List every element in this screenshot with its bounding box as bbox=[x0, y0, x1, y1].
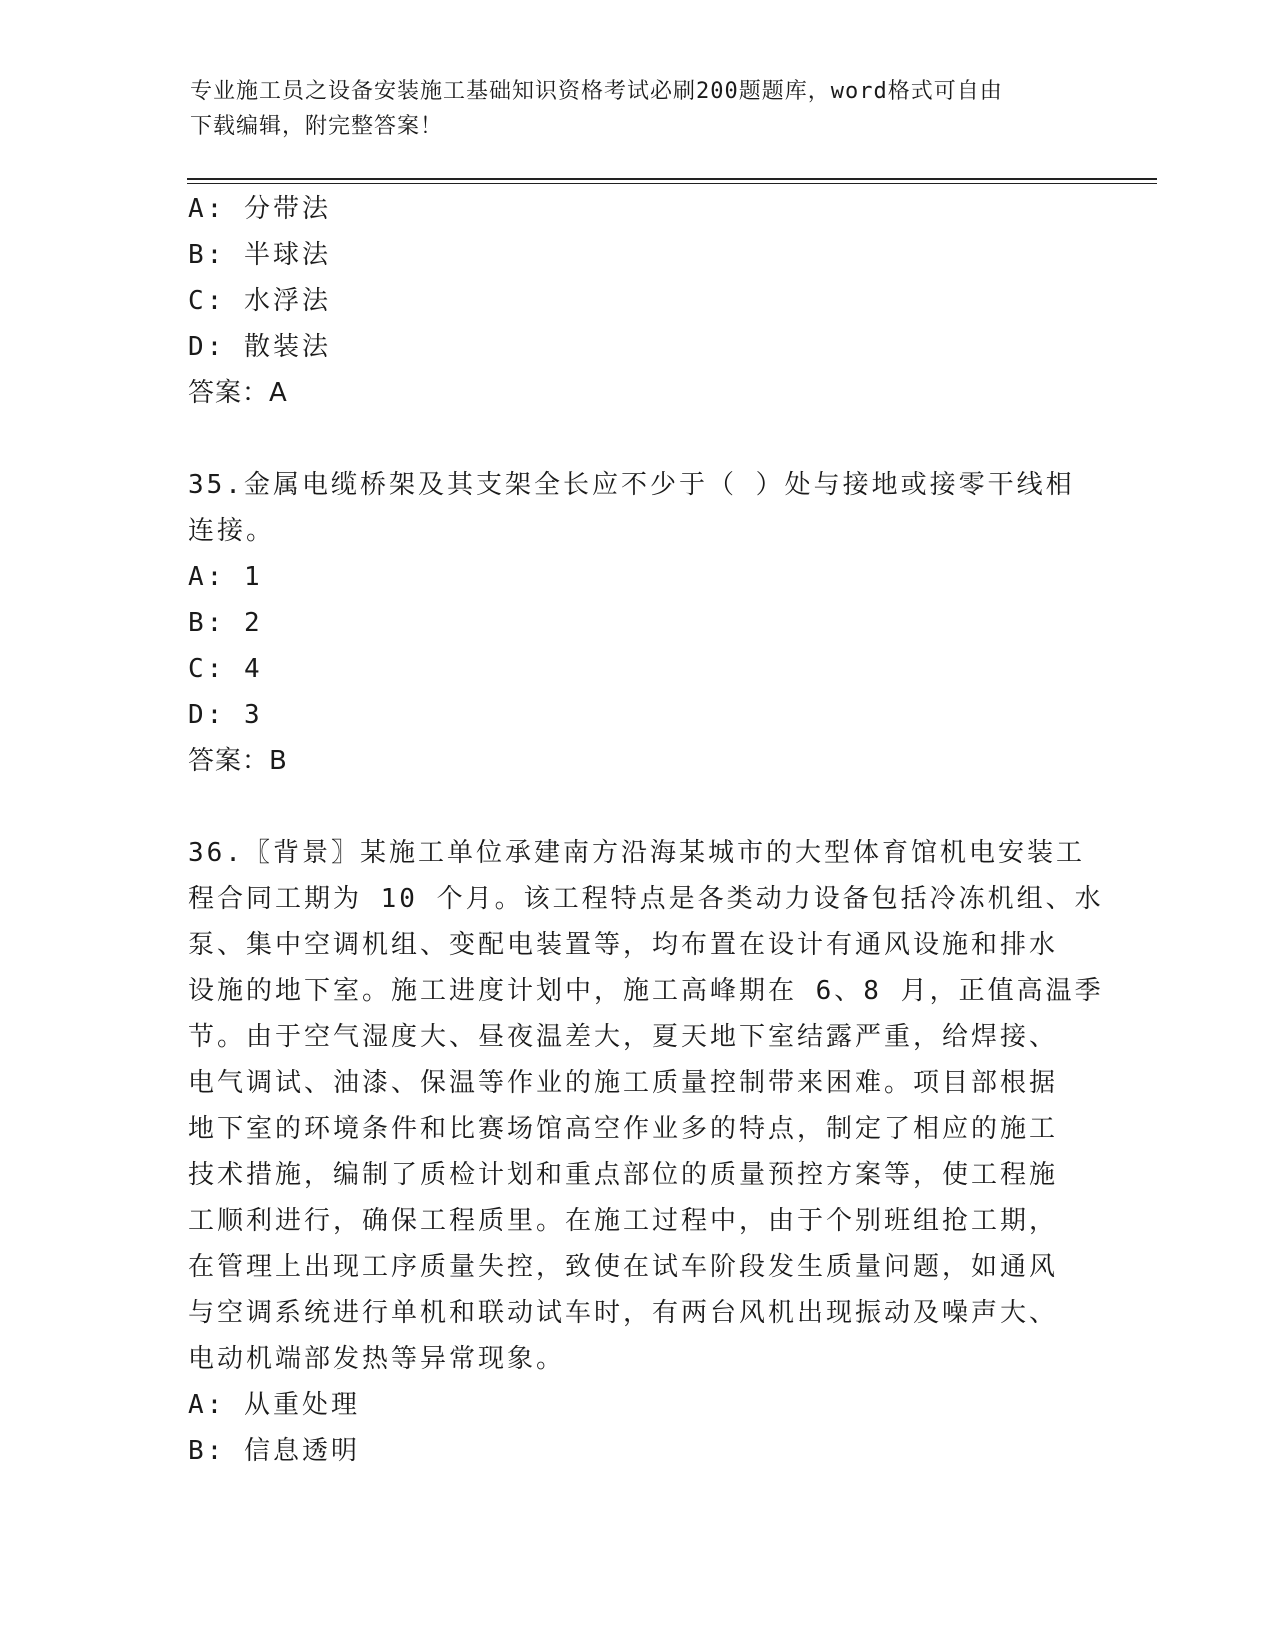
q35-option-c: C: 4 bbox=[188, 654, 263, 684]
q34-answer: 答案：A bbox=[188, 378, 288, 408]
q36-stem-line-8: 技术措施，编制了质检计划和重点部位的质量预控方案等，使工程施 bbox=[188, 1160, 1059, 1190]
question-36-block bbox=[188, 830, 1104, 1474]
q36-stem-line-1: 36.〖背景〗某施工单位承建南方沿海某城市的大型体育馆机电安装工 bbox=[188, 838, 1085, 868]
q36-stem-line-2: 程合同工期为 10 个月。该工程特点是各类动力设备包括冷冻机组、水 bbox=[188, 884, 1104, 914]
header-line-2: 下载编辑，附完整答案！ bbox=[190, 114, 444, 139]
q36-stem-line-12: 电动机端部发热等异常现象。 bbox=[188, 1344, 566, 1374]
q36-stem-line-7: 地下室的环境条件和比赛场馆高空作业多的特点，制定了相应的施工 bbox=[188, 1114, 1059, 1144]
q35-stem-line-1: 35.金属电缆桥架及其支架全长应不少于（ ）处与接地或接零干线相 bbox=[188, 470, 1075, 500]
q36-option-b: B: 信息透明 bbox=[188, 1436, 360, 1466]
header-divider-thick bbox=[187, 178, 1157, 180]
q35-stem-line-2: 连接。 bbox=[188, 516, 276, 546]
question-34-block bbox=[188, 186, 1088, 416]
q36-stem-line-6: 电气调试、油漆、保温等作业的施工质量控制带来困难。项目部根据 bbox=[188, 1068, 1059, 1098]
q36-stem-line-11: 与空调系统进行单机和联动试车时，有两台风机出现振动及噪声大、 bbox=[188, 1298, 1059, 1328]
q35-answer: 答案：B bbox=[188, 746, 288, 776]
header-divider-thin bbox=[187, 183, 1157, 184]
q36-stem-line-4: 设施的地下室。施工进度计划中，施工高峰期在 6、8 月，正值高温季 bbox=[188, 976, 1104, 1006]
q36-stem-line-5: 节。由于空气湿度大、昼夜温差大，夏天地下室结露严重，给焊接、 bbox=[188, 1022, 1059, 1052]
q34-option-c: C: 水浮法 bbox=[188, 286, 331, 316]
q36-stem-line-3: 泵、集中空调机组、变配电装置等，均布置在设计有通风设施和排水 bbox=[188, 930, 1059, 960]
q36-stem-line-10: 在管理上出现工序质量失控，致使在试车阶段发生质量问题，如通风 bbox=[188, 1252, 1059, 1282]
q34-option-a: A: 分带法 bbox=[188, 194, 331, 224]
q34-option-d: D: 散装法 bbox=[188, 332, 331, 362]
header-line-1: 专业施工员之设备安装施工基础知识资格考试必刷200题题库，word格式可自由 bbox=[190, 79, 1003, 104]
q35-option-b: B: 2 bbox=[188, 608, 263, 638]
document-header bbox=[190, 74, 1090, 144]
q35-option-a: A: 1 bbox=[188, 562, 263, 592]
q34-option-b: B: 半球法 bbox=[188, 240, 331, 270]
q36-option-a: A: 从重处理 bbox=[188, 1390, 360, 1420]
question-35-block bbox=[188, 462, 1088, 784]
q35-option-d: D: 3 bbox=[188, 700, 263, 730]
q36-stem-line-9: 工顺利进行，确保工程质里。在施工过程中，由于个别班组抢工期， bbox=[188, 1206, 1059, 1236]
